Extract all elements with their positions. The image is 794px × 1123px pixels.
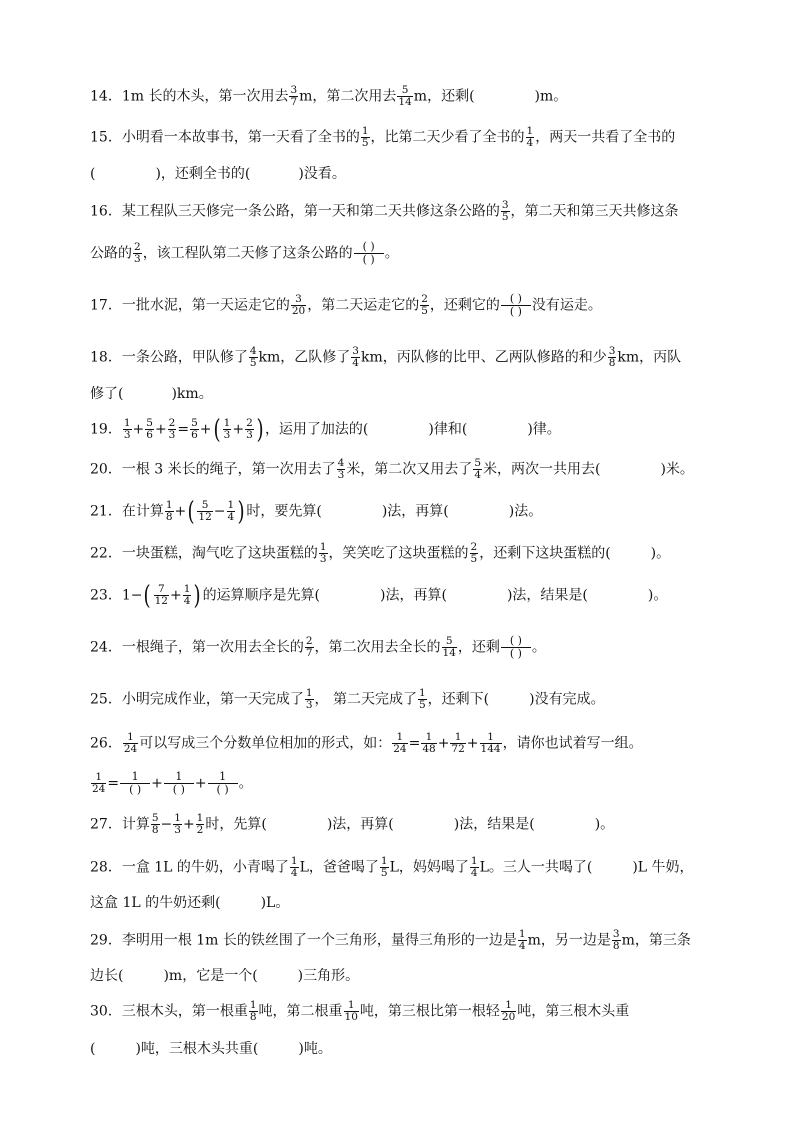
question-16: 16．某工程队三天修完一条公路，第一天和第二天共修这条公路的 $\frac{3}{5}$ ，第二天和第三天共修这条	[90, 199, 679, 223]
question-18-line-2: 修了( )km。	[90, 386, 213, 402]
fraction: $\frac{5}{4}$	[474, 457, 481, 481]
fraction: $\frac{1}{24}$	[92, 771, 106, 795]
fraction: $\frac{5}{8}$	[151, 812, 159, 836]
fraction: $\frac{5}{14}$	[398, 84, 412, 108]
question-29: 29．李明用一根 1m 长的铁丝围了一个三角形，量得三角形的一边是 $\frac{1}{4}$ m，另一边是 $\frac{3}{8}$ m，第三条	[90, 928, 691, 952]
right-paren: )	[256, 414, 264, 445]
question-23: 23．1−( $\frac{7}{12}$ + $\frac{1}{4}$ ) 的运算顺序是先算( )法，再算( )法，结果是( )。	[90, 580, 668, 611]
fraction: $\frac{5}{14}$	[442, 635, 456, 659]
fraction: $\frac{5}{12}$	[198, 499, 212, 523]
right-paren: )	[193, 580, 202, 611]
fraction: $\frac{1}{3}$	[319, 541, 327, 565]
question-25: 25．小明完成作业，第一天完成了 $\frac{1}{3}$ ， 第二天完成了 $\frac{1}{5}$ ，还剩下( )没有完成。	[90, 687, 605, 711]
question-26: 26． $\frac{1}{24}$ 可以写成三个分数单位相加的形式，如： $\frac{1}{24}$ = $\frac{1}{48}$ + $\frac{1}{72}$ + $\frac{1}{144}$ ，请你也试着写一组。	[90, 731, 643, 755]
answer-fraction-blank[interactable]: 1 ( )	[164, 771, 194, 796]
fraction: $\frac{2}{3}$	[168, 417, 176, 441]
question-29-line-2: 边长( )m，它是一个( )三角形。	[90, 968, 360, 984]
fraction: $\frac{1}{72}$	[451, 731, 465, 755]
fraction: $\frac{1}{144}$	[480, 731, 501, 755]
question-24: 24．一根绳子，第一次用去全长的 $\frac{2}{7}$ ，第二次用去全长的 $\frac{5}{14}$ ，还剩 ( ) ( ) 。	[90, 634, 546, 660]
question-15-line-2: ( )，还剩全书的( )没看。	[90, 166, 346, 182]
fraction: $\frac{1}{5}$	[380, 855, 388, 879]
fraction: $\frac{2}{7}$	[305, 635, 313, 659]
left-paren: (	[187, 496, 195, 527]
question-28: 28．一盒 1L 的牛奶，小青喝了 $\frac{1}{4}$ L，爸爸喝了 $\frac{1}{5}$ L，妈妈喝了 $\frac{1}{4}$ L。三人一共喝了( )L 牛奶，	[90, 855, 694, 879]
fraction: $\frac{1}{8}$	[165, 499, 173, 523]
fraction: $\frac{3}{20}$	[291, 293, 306, 317]
question-17: 17．一批水泥，第一天运走它的 $\frac{3}{20}$ ，第二天运走它的 $\frac{2}{5}$ ，还剩它的 ( ) ( ) 没有运走。	[90, 292, 602, 318]
fraction: $\frac{1}{3}$	[174, 812, 181, 836]
question-28-line-2: 这盒 1L 的牛奶还剩( )L。	[90, 895, 290, 911]
question-15: 15．小明看一本故事书，第一天看了全书的 $\frac{1}{5}$ ，比第二天少看了全书的 $\frac{1}{4}$ ，两天一共看了全书的	[90, 125, 676, 149]
fraction: $\frac{3}{8}$	[612, 928, 620, 952]
fraction: $\frac{3}{7}$	[290, 84, 298, 108]
answer-fraction-blank[interactable]: 1 ( )	[208, 771, 238, 796]
question-19: 19． $\frac{1}{3}$ + $\frac{5}{6}$ + $\frac{2}{3}$ = $\frac{5}{6}$ +( $\frac{1}{3}$ + $\frac{2}{3}$ ) ，运用了加法的( )律和( )律。	[90, 414, 561, 445]
fraction: $\frac{1}{4}$	[526, 125, 534, 149]
fraction: $\frac{3}{8}$	[608, 345, 616, 369]
fraction: $\frac{1}{4}$	[470, 855, 478, 879]
fraction: $\frac{1}{5}$	[418, 687, 426, 711]
fraction: $\frac{5}{6}$	[146, 417, 153, 441]
fraction: $\frac{1}{3}$	[305, 687, 313, 711]
question-16-line-2: 公路的 $\frac{2}{3}$ ，该工程队第二天修了这条公路的 ( ) ( ) 。	[90, 240, 399, 266]
fraction: $\frac{3}{5}$	[501, 199, 509, 223]
fraction: $\frac{1}{4}$	[227, 499, 235, 523]
fraction: $\frac{1}{3}$	[123, 417, 131, 441]
answer-fraction-blank[interactable]: ( ) ( )	[501, 293, 531, 318]
question-26-line-2: $\frac{1}{24}$ = 1 ( ) + 1 ( ) + 1 ( ) 。	[92, 770, 253, 796]
question-30: 30．三根木头，第一根重 $\frac{1}{8}$ 吨，第二根重 $\frac{1}{10}$ 吨，第三根比第一根轻 $\frac{1}{20}$ 吨，第三根木头重	[90, 999, 630, 1023]
fraction: $\frac{1}{4}$	[518, 928, 526, 952]
fraction: $\frac{1}{4}$	[290, 855, 298, 879]
fraction: $\frac{2}{5}$	[421, 293, 428, 317]
fraction: $\frac{4}{5}$	[249, 345, 257, 369]
question-30-line-2: ( )吨，三根木头共重( )吨。	[90, 1041, 332, 1057]
fraction: $\frac{3}{4}$	[352, 345, 359, 369]
fraction: $\frac{1}{10}$	[344, 999, 358, 1023]
fraction: $\frac{1}{24}$	[123, 731, 138, 755]
fraction: $\frac{2}{3}$	[134, 241, 141, 265]
fraction: $\frac{7}{12}$	[154, 583, 168, 607]
fraction: $\frac{1}{24}$	[393, 731, 407, 755]
question-18: 18．一条公路，甲队修了 $\frac{4}{5}$ km，乙队修了 $\frac{3}{4}$ km，丙队修的比甲、乙两队修路的和少 $\frac{3}{8}$ km，丙队	[90, 345, 682, 369]
question-27: 27．计算 $\frac{5}{8}$ − $\frac{1}{3}$ + $\frac{1}{2}$ 时，先算( )法，再算( )法，结果是( )。	[90, 812, 615, 836]
fraction: $\frac{5}{6}$	[191, 417, 198, 441]
fraction: $\frac{1}{8}$	[249, 999, 257, 1023]
fraction: $\frac{2}{5}$	[470, 541, 478, 565]
fraction: $\frac{4}{3}$	[337, 457, 345, 481]
question-22: 22．一块蛋糕，淘气吃了这块蛋糕的 $\frac{1}{3}$ ，笑笑吃了这块蛋糕的 $\frac{2}{5}$ ，还剩下这块蛋糕的( )。	[90, 541, 671, 565]
left-paren: (	[143, 580, 152, 611]
fraction: $\frac{1}{2}$	[196, 812, 204, 836]
fraction: $\frac{2}{3}$	[246, 417, 253, 441]
answer-fraction-blank[interactable]: 1 ( )	[120, 771, 150, 796]
fraction: $\frac{1}{20}$	[501, 999, 516, 1023]
fraction: $\frac{1}{4}$	[183, 583, 191, 607]
right-paren: )	[237, 496, 245, 527]
question-21: 21．在计算 $\frac{1}{8}$ +( $\frac{5}{12}$ − $\frac{1}{4}$ ) 时，要先算( )法，再算( )法。	[90, 496, 543, 527]
answer-fraction-blank[interactable]: ( ) ( )	[501, 635, 531, 660]
answer-fraction-blank[interactable]: ( ) ( )	[354, 241, 384, 266]
question-20: 20．一根 3 米长的绳子，第一次用去了 $\frac{4}{3}$ 米，第二次又用去了 $\frac{5}{4}$ 米，两次一共用去( )米。	[90, 457, 694, 481]
fraction: $\frac{1}{3}$	[223, 417, 231, 441]
left-paren: (	[213, 414, 221, 445]
fraction: $\frac{1}{48}$	[422, 731, 436, 755]
question-14: 14．1m 长的木头，第一次用去 $\frac{3}{7}$ m，第二次用去 $\frac{5}{14}$ m，还剩( )m。	[90, 84, 568, 108]
fraction: $\frac{1}{5}$	[361, 125, 369, 149]
